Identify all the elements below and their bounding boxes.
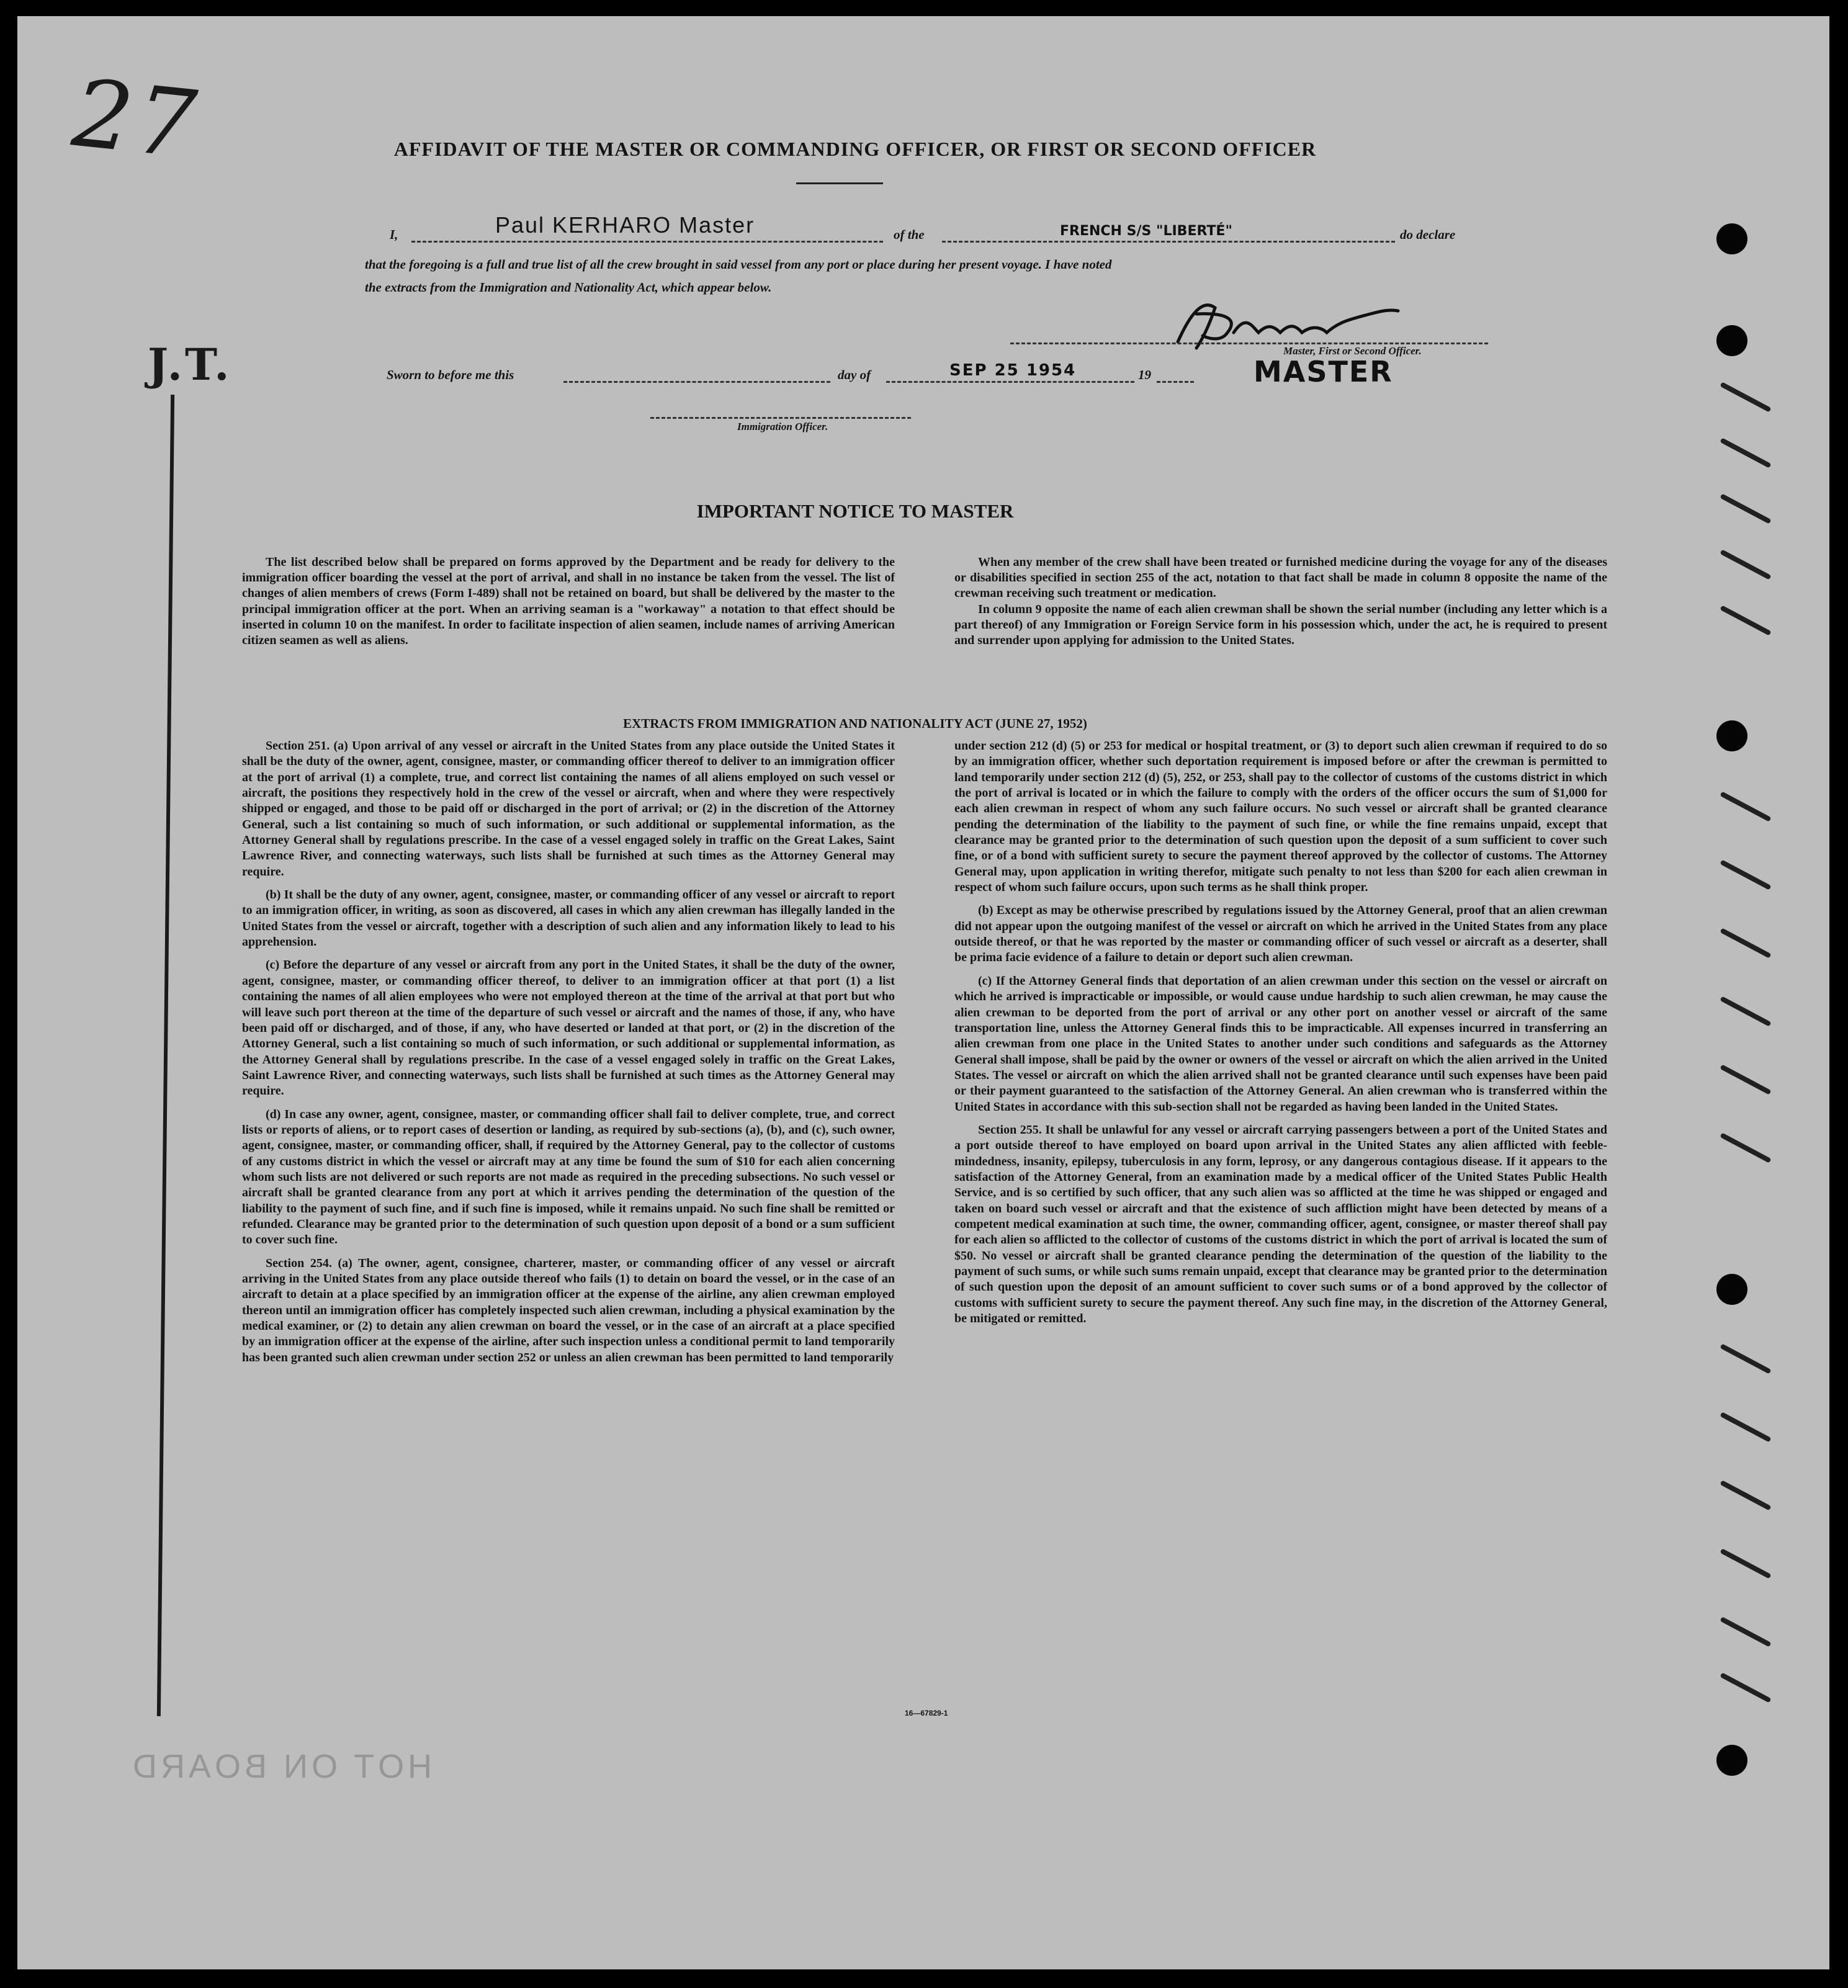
faint-stamp-text: HOT ON BOARD <box>129 1748 433 1785</box>
margin-bracket-line <box>157 395 174 1716</box>
do-declare-label: do declare <box>1400 227 1456 242</box>
notice-right-column <box>954 555 1607 648</box>
edge-tick-mark <box>1720 1480 1771 1510</box>
edge-tick-mark <box>1720 791 1771 822</box>
master-name-typed: Paul KERHARO Master <box>495 212 755 238</box>
affidavit-statement-line1: that the foregoing is a full and true list of all the crew brought in said vessel from any port or place during her present voyage. I have noted <box>365 257 1112 272</box>
officer-caption: Immigration Officer. <box>737 421 828 432</box>
handwritten-page-number: 27 <box>68 59 205 181</box>
edge-tick-mark <box>1720 549 1771 580</box>
master-stamp: MASTER <box>1254 355 1393 388</box>
edge-tick-mark <box>1720 1412 1771 1442</box>
sworn-label: Sworn to before me this <box>387 367 514 382</box>
name-blank-line <box>411 241 883 243</box>
vessel-blank-line <box>942 241 1395 243</box>
extracts-right-column <box>954 738 1607 1334</box>
punch-hole <box>1716 1745 1747 1776</box>
extracts-title: EXTRACTS FROM IMMIGRATION AND NATIONALITY ACT (JUNE 27, 1952) <box>623 716 1087 731</box>
section-251c: (c) Before the departure of any vessel or aircraft from any port in the United States, it shall be the duty of the owner, agent, consignee, master, or commanding officer thereof, to deliver to an immigration officer at that port (1) a list containing the names of all alien employees who were not employed thereon at the time of the arrival at that port but who will leave such port thereon at the time of the departure of such vessel or aircraft and the names of those, if any, who have been paid off or discharged, and of those, if any, who have deserted or landed at that port, or (2) in the discretion of the Attorney General, such a list containing so much of such information, or such additional or supplemental information, as the Attorney General shall by regulations prescribe. In the case of a vessel engaged solely in traffic on the Great Lakes, Saint Lawrence River, and connecting waterways, such lists shall be furnished at such times as the Attorney General may require. <box>242 958 895 1098</box>
notice-right-para2: In column 9 opposite the name of each alien crewman shall be shown the serial number (including any letter which is a part thereof) of any Immigration or Foreign Service form in his possession which, under the act, he is required to present and surrender upon applying for admission to the United States. <box>954 602 1607 648</box>
year-blank <box>1157 381 1194 383</box>
section-254a-continued: under section 212 (d) (5) or 253 for medical or hospital treatment, or (3) to deport such alien crewman if required to do so by an immigration officer, whether such deportation requirement is imposed before or after the crewman is permitted to land temporarily under section 212 (d) (5), 252, or 253, shall pay to the collector of customs of the customs district in which the port of arrival is located or in which the failure to comply with the orders of the officer occurs the sum of $1,000 for each alien crewman in respect of whom any such failure occurs. No such vessel or aircraft shall be granted clearance pending the determination of the liability to the payment of such fine, or while the fine remains unpaid, except that clearance may be granted prior to the determination of such question upon the deposit of a sum sufficient to cover such fine, or of a bond with sufficient surety to secure the payment thereof approved by the collector of customs. The Attorney General may, upon application in writing therefor, mitigate such penalty to not less than $200 for each alien crewman in respect of whom such failure occurs, upon such terms as he shall think proper. <box>954 739 1607 895</box>
edge-tick-mark <box>1720 493 1771 524</box>
notice-left-column <box>242 555 895 648</box>
form-code: 16—67829-1 <box>905 1709 948 1717</box>
section-251d: (d) In case any owner, agent, consignee, master, or commanding officer shall fail to deliver complete, true, and correct lists or reports of aliens, or to report cases of desertion or landing, as required by sub-sections (a), (b), and (c), such owner, agent, consignee, master, or commanding officer, shall, if required by the Attorney General, pay to the collector of customs of any customs district in which the vessel or aircraft may at any time be found the sum of $10 for each alien concerning whom such lists are not delivered or such reports are not made as required in the preceding subsections. No such vessel or aircraft shall be granted clearance from any port at which it arrives pending the determination of the question of the liability to the payment of such fine, and if such fine is imposed, while it remains unpaid. No such fine shall be remitted or refunded. Clearance may be granted prior to the determination of such question upon deposit of a bond or a sum sufficient to cover such fine. <box>242 1107 895 1247</box>
edge-tick-mark <box>1720 605 1771 635</box>
document-page <box>17 16 1829 1969</box>
of-the-label: of the <box>894 227 925 242</box>
affidavit-title: AFFIDAVIT OF THE MASTER OR COMMANDING OFFICER, OR FIRST OR SECOND OFFICER <box>393 138 1317 160</box>
edge-tick-mark <box>1720 928 1771 958</box>
section-255: Section 255. It shall be unlawful for any vessel or aircraft carrying passengers between a port of the United States and a port outside thereof to have employed on board upon arrival in the United States any alien afflicted with feeble-mindedness, insanity, epilepsy, tuberculosis in any form, leprosy, or any dangerous contagious disease. If it appears to the satisfaction of the Attorney General, from an examination made by a medical officer of the United States Public Health Service, and is so certified by such officer, that any such alien was so afflicted at the time he was shipped or engaged and taken on board such vessel or aircraft and that the existence of such affliction might have been detected by means of a competent medical examination at such time, the owner, commanding officer, agent, consignee, or master thereof shall pay for each alien so afflicted to the collector of customs of the customs district in which the port of arrival is located the sum of $50. No vessel or aircraft shall be granted clearance pending the determination of the question of the liability to the payment of such sums, or while such sums remain unpaid, except that clearance may be granted prior to the determination of such question upon the deposit of an amount sufficient to cover such sums or of a bond approved by the collector of customs with sufficient surety to secure the payment thereof. Any such fine may, in the discretion of the Attorney General, be mitigated or remitted. <box>954 1122 1607 1326</box>
edge-tick-mark <box>1720 1064 1771 1095</box>
edge-tick-mark <box>1720 1672 1771 1703</box>
section-254a: Section 254. (a) The owner, agent, consignee, charterer, master, or commanding officer of any vessel or aircraft arriving in the United States from any place outside thereof who fails (1) to detain on board the vessel, or in the case of an aircraft to detain at a place specified by an immigration officer at the expense of the airline, any alien crewman employed thereon until an immigration officer has completely inspected such alien crewman, including a physical examination by the medical examiner, or (2) to detain any alien crewman on board the vessel, or in the case of an aircraft at a place specified by an immigration officer at the expense of the airline, after such inspection unless a conditional permit to land temporarily has been granted such alien crewman under section 252 or unless an alien crewman has been permitted to land temporarily <box>242 1256 895 1364</box>
section-254c: (c) If the Attorney General finds that deportation of an alien crewman under this section on the vessel or aircraft on which he arrived is impracticable or impossible, or would cause undue hardship to such alien crewman, he may cause the alien crewman to be deported from the port of arrival or any other port on another vessel or aircraft of the same transportation line, unless the Attorney General finds this to be impracticable. All expenses incurred in transferring an alien crewman from one place in the United States to another under such conditions and safeguards as the Attorney General shall impose, shall be paid by the owner or owners of the vessel or aircraft on which the alien arrived in the United States. The vessel or aircraft on which the alien arrived shall not be granted clearance until such expenses have been paid or their payment guaranteed to the satisfaction of the Attorney General. An alien crewman who is transferred within the United States in accordance with this sub-section shall not be regarded as having been landed in the United States. <box>954 974 1607 1114</box>
extracts-left-column <box>242 738 895 1373</box>
handwritten-initials: J.T. <box>148 339 232 390</box>
vessel-name-stamp: FRENCH S/S "LIBERTÉ" <box>1060 223 1232 239</box>
punch-hole <box>1716 1274 1747 1305</box>
edge-tick-mark <box>1720 1616 1771 1647</box>
i-label: I, <box>390 227 398 242</box>
edge-tick-mark <box>1720 1343 1771 1374</box>
edge-tick-mark <box>1720 437 1771 468</box>
signature-blank-line <box>1010 343 1488 344</box>
sworn-day-blank <box>563 381 830 383</box>
notice-left-text: The list described below shall be prepared on forms approved by the Department and be ready for delivery to the immigration officer boarding the vessel at the port of arrival, and shall in no instance be taken from the vessel. The list of changes of alien members of crews (Form I-489) shall not be retained on board, but shall be delivered by the master to the principal immigration officer at the port. When an arriving seaman is a "workaway" a notation to that effect should be inserted in column 10 on the manifest. In order to facilitate inspection of alien seamen, include names of arriving American citizen seamen as well as aliens. <box>242 555 895 648</box>
punch-hole <box>1716 720 1747 751</box>
section-251a: Section 251. (a) Upon arrival of any vessel or aircraft in the United States from any place outside the United States it shall be the duty of the owner, agent, consignee, master, or commanding officer thereof to deliver to an immigration officer at the port of arrival (1) a complete, true, and correct list containing the names of all aliens employed on such vessel or aircraft, the positions they respectively hold in the crew of the vessel or aircraft, when and where they were respectively shipped or engaged, and those to be paid off or discharged in the port of arrival; or (2) in the discretion of the Attorney General, such a list containing so much of such information, or such additional or supplemental information, as the Attorney General shall by regulations prescribe. In the case of a vessel engaged solely in traffic on the Great Lakes, Saint Lawrence River, and connecting waterways, such lists shall be furnished at such times as the Attorney General may require. <box>242 739 895 879</box>
title-underline <box>796 182 883 184</box>
year-prefix: 19 <box>1138 367 1151 382</box>
notice-right-para1: When any member of the crew shall have been treated or furnished medicine during the voyage for any of the diseases or disabilities specified in section 255 of the act, notation to that fact shall be made in column 8 opposite the name of the crewman receiving such treatment or medication. <box>954 555 1607 601</box>
punch-hole <box>1716 223 1747 254</box>
signature-caption: Master, First or Second Officer. <box>1283 345 1422 357</box>
edge-tick-mark <box>1720 1132 1771 1163</box>
officer-blank-line <box>650 417 911 419</box>
notice-title: IMPORTANT NOTICE TO MASTER <box>696 500 1014 522</box>
affidavit-statement-line2: the extracts from the Immigration and Nationality Act, which appear below. <box>365 280 772 295</box>
edge-tick-mark <box>1720 996 1771 1026</box>
date-stamp: SEP 25 1954 <box>949 361 1077 380</box>
section-254b: (b) Except as may be otherwise prescribed by regulations issued by the Attorney General, proof that an alien crewman did not appear upon the outgoing manifest of the vessel or aircraft on which he arrived in the United States from any place outside thereof, or that he was reported by the master or commanding officer of such vessel or aircraft as a deserter, shall be prima facie evidence of a failure to detain or deport such alien crewman. <box>954 903 1607 965</box>
edge-tick-mark <box>1720 1548 1771 1578</box>
edge-tick-mark <box>1720 859 1771 890</box>
punch-hole <box>1716 325 1747 356</box>
edge-tick-mark <box>1720 382 1771 412</box>
day-of-label: day of <box>838 367 871 382</box>
section-251b: (b) It shall be the duty of any owner, agent, consignee, master, or commanding officer of any vessel or aircraft to report to an immigration officer, in writing, as soon as discovered, all cases in which any alien crewman has illegally landed in the United States from the vessel or aircraft, together with a description of such alien and any information likely to lead to his apprehension. <box>242 888 895 949</box>
date-blank-line <box>886 381 1134 383</box>
